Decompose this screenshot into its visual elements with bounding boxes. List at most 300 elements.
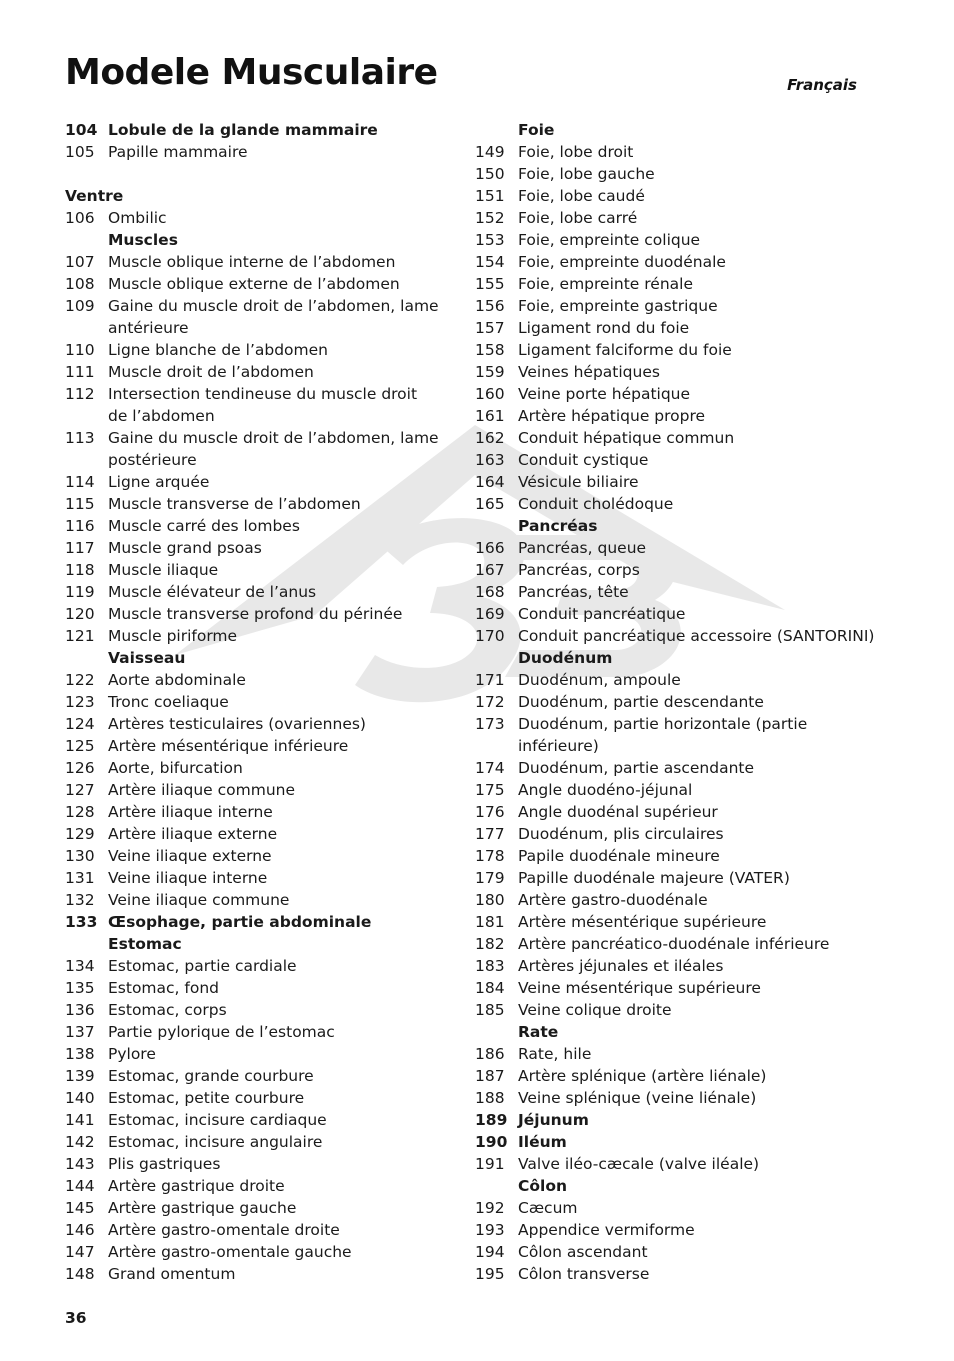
item-number: 134 <box>65 957 95 975</box>
item-number <box>65 933 108 955</box>
item-number: 115 <box>65 495 95 513</box>
list-item <box>65 361 440 383</box>
list-item <box>475 1109 885 1131</box>
list-item <box>475 977 885 999</box>
list-item <box>65 1087 440 1109</box>
list-item <box>65 845 440 867</box>
list-item <box>475 537 885 559</box>
item-label: Estomac, fond <box>108 979 220 997</box>
item-number: 113 <box>65 429 95 447</box>
item-label: Veine iliaque commune <box>108 891 290 909</box>
list-item <box>65 867 440 889</box>
list-item <box>65 1153 440 1175</box>
right-column <box>475 119 885 1285</box>
list-item <box>65 691 440 713</box>
item-label: Artère gastro-duodénale <box>518 891 708 909</box>
list-item <box>65 581 440 603</box>
item-label: Cæcum <box>518 1199 578 1217</box>
list-item <box>475 757 885 779</box>
list-item <box>475 999 885 1021</box>
item-label: Foie, lobe droit <box>518 143 634 161</box>
item-number: 152 <box>475 209 505 227</box>
item-number: 123 <box>65 693 95 711</box>
section-heading <box>65 185 440 207</box>
item-number: 174 <box>475 759 505 777</box>
item-label: Appendice vermiforme <box>518 1221 695 1239</box>
item-label: Artère splénique (artère liénale) <box>518 1067 767 1085</box>
item-number: 171 <box>475 671 505 689</box>
item-number: 154 <box>475 253 505 271</box>
item-label: Foie, lobe carré <box>518 209 638 227</box>
item-label: Ligne blanche de l’abdomen <box>108 341 328 359</box>
item-number: 195 <box>475 1265 505 1283</box>
item-number <box>65 647 108 669</box>
left-column <box>65 119 440 1285</box>
item-label: Artère gastro-omentale droite <box>108 1221 340 1239</box>
item-number: 165 <box>475 495 505 513</box>
item-number: 170 <box>475 627 505 645</box>
item-label: Veines hépatiques <box>518 363 660 381</box>
list-item <box>65 625 440 647</box>
item-number: 138 <box>65 1045 95 1063</box>
item-number: 120 <box>65 605 95 623</box>
list-item <box>475 295 885 317</box>
list-item <box>475 383 885 405</box>
list-item <box>475 251 885 273</box>
item-number: 106 <box>65 209 95 227</box>
item-label: Foie, empreinte rénale <box>518 275 693 293</box>
item-label: Angle duodéno-jéjunal <box>518 781 693 799</box>
item-label: Artère iliaque commune <box>108 781 296 799</box>
item-number <box>65 229 108 251</box>
item-number: 133 <box>65 913 98 931</box>
item-label: Muscle iliaque <box>108 561 219 579</box>
item-label: Artère mésentérique supérieure <box>518 913 767 931</box>
item-label: Angle duodénal supérieur <box>518 803 718 821</box>
item-label: Côlon ascendant <box>518 1243 648 1261</box>
list-item <box>65 471 440 493</box>
item-number <box>475 119 518 141</box>
list-item <box>65 823 440 845</box>
item-number: 105 <box>65 143 95 161</box>
item-number: 173 <box>475 715 505 733</box>
list-item <box>65 207 440 229</box>
list-item <box>475 845 885 867</box>
item-label: Foie, empreinte duodénale <box>518 253 726 271</box>
item-label: Duodénum, partie ascendante <box>518 759 755 777</box>
item-number: 141 <box>65 1111 95 1129</box>
item-label: Ligne arquée <box>108 473 210 491</box>
item-number: 119 <box>65 583 95 601</box>
item-label: Veine splénique (veine liénale) <box>518 1089 757 1107</box>
item-label: Foie, lobe caudé <box>518 187 645 205</box>
item-number: 158 <box>475 341 505 359</box>
list-item <box>65 1263 440 1285</box>
section-heading <box>475 515 885 537</box>
list-item <box>65 977 440 999</box>
item-label: Iléum <box>518 1133 567 1151</box>
item-label: Duodénum, partie horizontale (partie inférieure) <box>518 715 808 755</box>
item-number: 122 <box>65 671 95 689</box>
item-label: Aorte abdominale <box>108 671 246 689</box>
item-number: 175 <box>475 781 505 799</box>
item-number: 147 <box>65 1243 95 1261</box>
item-label: Artères testiculaires (ovariennes) <box>108 715 366 733</box>
item-label: Artère mésentérique inférieure <box>108 737 349 755</box>
section-heading <box>475 1175 885 1197</box>
list-item <box>65 273 440 295</box>
item-label: Pylore <box>108 1045 156 1063</box>
list-item <box>65 427 440 471</box>
item-label: Estomac, corps <box>108 1001 227 1019</box>
list-item <box>475 1219 885 1241</box>
list-item <box>65 515 440 537</box>
item-number: 180 <box>475 891 505 909</box>
item-number: 148 <box>65 1265 95 1283</box>
list-item <box>475 581 885 603</box>
list-item <box>65 955 440 977</box>
item-label: Muscle élévateur de l’anus <box>108 583 317 601</box>
item-number: 159 <box>475 363 505 381</box>
item-label: Duodénum, ampoule <box>518 671 681 689</box>
list-item <box>475 559 885 581</box>
section-heading-text: Muscles <box>108 231 178 249</box>
item-number: 192 <box>475 1199 505 1217</box>
item-label: Valve iléo-cæcale (valve iléale) <box>518 1155 760 1173</box>
list-item <box>475 713 885 757</box>
item-label: Artère gastrique gauche <box>108 1199 297 1217</box>
item-label: Ombilic <box>108 209 167 227</box>
item-label: Estomac, petite courbure <box>108 1089 305 1107</box>
item-label: Veine iliaque interne <box>108 869 268 887</box>
list-item <box>65 1131 440 1153</box>
item-label: Gaine du muscle droit de l’abdomen, lame postérieure <box>108 429 439 469</box>
item-label: Rate, hile <box>518 1045 592 1063</box>
item-number: 142 <box>65 1133 95 1151</box>
list-item <box>475 1043 885 1065</box>
list-item <box>475 493 885 515</box>
item-number: 137 <box>65 1023 95 1041</box>
list-item <box>65 295 440 339</box>
item-label: Pancréas, tête <box>518 583 629 601</box>
list-item <box>475 471 885 493</box>
list-item <box>65 1021 440 1043</box>
section-heading-text: Vaisseau <box>108 649 186 667</box>
item-number: 163 <box>475 451 505 469</box>
item-number: 112 <box>65 385 95 403</box>
page-title: Modele Musculaire <box>65 52 438 93</box>
item-number: 111 <box>65 363 95 381</box>
item-number: 178 <box>475 847 505 865</box>
section-heading <box>475 647 885 669</box>
item-number: 143 <box>65 1155 95 1173</box>
list-item <box>65 1241 440 1263</box>
item-label: Ligament rond du foie <box>518 319 690 337</box>
list-item <box>65 559 440 581</box>
list-item <box>65 735 440 757</box>
item-label: Artère hépatique propre <box>518 407 706 425</box>
list-item <box>475 273 885 295</box>
item-number: 162 <box>475 429 505 447</box>
list-item <box>65 713 440 735</box>
item-number: 186 <box>475 1045 505 1063</box>
item-label: Muscle transverse de l’abdomen <box>108 495 361 513</box>
item-number: 167 <box>475 561 505 579</box>
item-label: Veine colique droite <box>518 1001 672 1019</box>
item-number: 160 <box>475 385 505 403</box>
item-number: 168 <box>475 583 505 601</box>
item-number: 176 <box>475 803 505 821</box>
section-heading-text: Estomac <box>108 935 182 953</box>
list-item <box>475 889 885 911</box>
item-number: 190 <box>475 1133 508 1151</box>
item-number: 126 <box>65 759 95 777</box>
section-heading-text: Ventre <box>65 187 124 205</box>
item-number: 108 <box>65 275 95 293</box>
list-item <box>475 1087 885 1109</box>
list-item <box>475 603 885 625</box>
item-label: Conduit cystique <box>518 451 649 469</box>
language-label: Français <box>787 76 857 94</box>
list-item <box>475 185 885 207</box>
item-label: Gaine du muscle droit de l’abdomen, lame antérieure <box>108 297 439 337</box>
item-number: 135 <box>65 979 95 997</box>
item-number: 172 <box>475 693 505 711</box>
section-heading <box>65 229 440 251</box>
item-label: Conduit hépatique commun <box>518 429 735 447</box>
list-item <box>65 383 440 427</box>
list-item <box>475 427 885 449</box>
item-label: Jéjunum <box>518 1111 589 1129</box>
item-label: Tronc coeliaque <box>108 693 229 711</box>
item-label: Estomac, grande courbure <box>108 1067 314 1085</box>
item-label: Artère iliaque externe <box>108 825 278 843</box>
list-item <box>475 141 885 163</box>
item-number: 129 <box>65 825 95 843</box>
item-label: Duodénum, plis circulaires <box>518 825 724 843</box>
item-number: 169 <box>475 605 505 623</box>
list-item <box>475 163 885 185</box>
list-item <box>65 251 440 273</box>
item-number: 166 <box>475 539 505 557</box>
list-item <box>475 867 885 889</box>
item-number: 155 <box>475 275 505 293</box>
list-item <box>65 999 440 1021</box>
item-label: Muscle grand psoas <box>108 539 262 557</box>
list-item <box>65 757 440 779</box>
item-number: 193 <box>475 1221 505 1239</box>
list-item <box>65 141 440 163</box>
list-item <box>475 361 885 383</box>
spacer <box>65 163 440 185</box>
item-number: 130 <box>65 847 95 865</box>
item-number: 107 <box>65 253 95 271</box>
section-heading-text: Duodénum <box>518 649 613 667</box>
list-item <box>475 1197 885 1219</box>
section-heading <box>475 1021 885 1043</box>
item-label: Plis gastriques <box>108 1155 221 1173</box>
item-number: 146 <box>65 1221 95 1239</box>
item-number: 104 <box>65 121 98 139</box>
item-number: 139 <box>65 1067 95 1085</box>
item-number: 156 <box>475 297 505 315</box>
list-item <box>475 207 885 229</box>
list-item <box>65 537 440 559</box>
section-heading-text: Côlon <box>518 1177 568 1195</box>
list-item <box>475 691 885 713</box>
page-number: 36 <box>65 1309 87 1327</box>
item-label: Vésicule biliaire <box>518 473 639 491</box>
section-heading-text: Pancréas <box>518 517 598 535</box>
list-item <box>65 1197 440 1219</box>
item-number: 127 <box>65 781 95 799</box>
item-label: Artère gastrique droite <box>108 1177 285 1195</box>
list-item <box>475 1131 885 1153</box>
item-label: Côlon transverse <box>518 1265 650 1283</box>
item-label: Veine iliaque externe <box>108 847 272 865</box>
list-item <box>65 339 440 361</box>
item-number: 128 <box>65 803 95 821</box>
item-number: 185 <box>475 1001 505 1019</box>
list-item <box>65 1219 440 1241</box>
item-number: 118 <box>65 561 95 579</box>
item-label: Duodénum, partie descendante <box>518 693 764 711</box>
item-number: 183 <box>475 957 505 975</box>
item-number: 117 <box>65 539 95 557</box>
list-item <box>65 1109 440 1131</box>
item-label: Foie, empreinte colique <box>518 231 701 249</box>
item-number: 114 <box>65 473 95 491</box>
item-number: 151 <box>475 187 505 205</box>
item-number: 191 <box>475 1155 505 1173</box>
item-label: Artère iliaque interne <box>108 803 273 821</box>
item-label: Muscle transverse profond du périnée <box>108 605 403 623</box>
item-number: 124 <box>65 715 95 733</box>
item-label: Pancréas, queue <box>518 539 647 557</box>
list-item <box>475 801 885 823</box>
item-label: Conduit pancréatique accessoire (SANTORINI) <box>518 627 875 645</box>
list-item <box>475 955 885 977</box>
list-item <box>65 801 440 823</box>
item-label: Grand omentum <box>108 1265 236 1283</box>
item-label: Intersection tendineuse du muscle droit de l’abdomen <box>108 385 418 425</box>
item-label: Muscle piriforme <box>108 627 238 645</box>
item-label: Muscle droit de l’abdomen <box>108 363 314 381</box>
list-item <box>475 625 885 647</box>
item-number: 149 <box>475 143 505 161</box>
item-label: Artère gastro-omentale gauche <box>108 1243 352 1261</box>
list-item <box>475 1153 885 1175</box>
item-number: 121 <box>65 627 95 645</box>
list-item <box>65 1175 440 1197</box>
list-item <box>65 911 440 933</box>
item-number <box>475 1021 518 1043</box>
item-label: Ligament falciforme du foie <box>518 341 732 359</box>
section-heading <box>475 119 885 141</box>
item-number: 132 <box>65 891 95 909</box>
item-number: 109 <box>65 297 95 315</box>
item-label: Muscle oblique externe de l’abdomen <box>108 275 400 293</box>
item-number: 164 <box>475 473 505 491</box>
item-number: 182 <box>475 935 505 953</box>
item-number: 145 <box>65 1199 95 1217</box>
item-label: Artère pancréatico-duodénale inférieure <box>518 935 830 953</box>
section-heading-text: Rate <box>518 1023 559 1041</box>
item-label: Aorte, bifurcation <box>108 759 243 777</box>
list-item <box>65 493 440 515</box>
item-number: 125 <box>65 737 95 755</box>
item-number: 110 <box>65 341 95 359</box>
item-label: Partie pylorique de l’estomac <box>108 1023 335 1041</box>
item-number: 187 <box>475 1067 505 1085</box>
section-heading <box>65 933 440 955</box>
item-label: Papille mammaire <box>108 143 248 161</box>
item-number <box>475 1175 518 1197</box>
item-number <box>475 647 518 669</box>
item-label: Lobule de la glande mammaire <box>108 121 378 139</box>
list-item <box>475 933 885 955</box>
section-heading <box>65 647 440 669</box>
item-number: 194 <box>475 1243 505 1261</box>
item-label: Artères jéjunales et iléales <box>518 957 724 975</box>
list-item <box>65 1065 440 1087</box>
item-number: 161 <box>475 407 505 425</box>
item-number: 181 <box>475 913 505 931</box>
item-label: Muscle carré des lombes <box>108 517 300 535</box>
item-label: Estomac, incisure cardiaque <box>108 1111 327 1129</box>
item-label: Veine mésentérique supérieure <box>518 979 761 997</box>
item-number: 144 <box>65 1177 95 1195</box>
list-item <box>475 1263 885 1285</box>
list-item <box>475 1065 885 1087</box>
item-number: 131 <box>65 869 95 887</box>
item-label: Foie, empreinte gastrique <box>518 297 718 315</box>
item-number: 189 <box>475 1111 508 1129</box>
item-number: 150 <box>475 165 505 183</box>
item-label: Papile duodénale mineure <box>518 847 720 865</box>
item-number: 184 <box>475 979 505 997</box>
item-number: 153 <box>475 231 505 249</box>
item-label: Œsophage, partie abdominale <box>108 913 372 931</box>
item-label: Foie, lobe gauche <box>518 165 655 183</box>
list-item <box>65 119 440 141</box>
list-item <box>65 669 440 691</box>
list-item <box>475 317 885 339</box>
item-number: 116 <box>65 517 95 535</box>
item-number: 188 <box>475 1089 505 1107</box>
list-item <box>475 1241 885 1263</box>
item-label: Estomac, partie cardiale <box>108 957 297 975</box>
section-heading-text: Foie <box>518 121 555 139</box>
item-number: 177 <box>475 825 505 843</box>
item-label: Pancréas, corps <box>518 561 640 579</box>
item-number: 179 <box>475 869 505 887</box>
list-item <box>475 405 885 427</box>
list-item <box>65 1043 440 1065</box>
item-label: Conduit cholédoque <box>518 495 674 513</box>
list-item <box>475 449 885 471</box>
list-item <box>65 779 440 801</box>
item-label: Papille duodénale majeure (VATER) <box>518 869 790 887</box>
list-item <box>475 229 885 251</box>
item-label: Veine porte hépatique <box>518 385 691 403</box>
item-label: Muscle oblique interne de l’abdomen <box>108 253 396 271</box>
item-number: 140 <box>65 1089 95 1107</box>
list-item <box>475 669 885 691</box>
list-item <box>475 779 885 801</box>
item-number: 136 <box>65 1001 95 1019</box>
list-item <box>475 339 885 361</box>
